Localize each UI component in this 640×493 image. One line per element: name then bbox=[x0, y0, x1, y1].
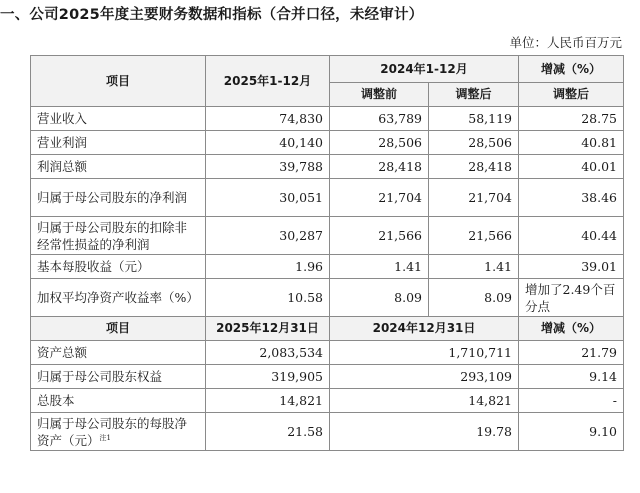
value-2024: 19.78 bbox=[330, 413, 519, 451]
value-change: 38.46 bbox=[519, 179, 624, 217]
header-date-2025: 2025年12月31日 bbox=[206, 317, 330, 341]
value-2025: 74,830 bbox=[206, 107, 330, 131]
value-change: 40.81 bbox=[519, 131, 624, 155]
value-2024-after: 58,119 bbox=[429, 107, 519, 131]
value-2025: 2,083,534 bbox=[206, 341, 330, 365]
header-item-2: 项目 bbox=[31, 317, 206, 341]
row-label: 基本每股收益（元） bbox=[31, 255, 206, 279]
row-label: 利润总额 bbox=[31, 155, 206, 179]
report-title: 一、公司2025年度主要财务数据和指标（合并口径，未经审计） bbox=[0, 7, 424, 23]
value-2024-before: 21,704 bbox=[330, 179, 429, 217]
value-change: 9.10 bbox=[519, 413, 624, 451]
table-row bbox=[31, 155, 624, 179]
header-change-basis: 调整后 bbox=[519, 83, 624, 107]
header-item: 项目 bbox=[31, 56, 206, 107]
value-2024-before: 28,418 bbox=[330, 155, 429, 179]
value-change: 9.14 bbox=[519, 365, 624, 389]
value-2024: 293,109 bbox=[330, 365, 519, 389]
value-2024-before: 1.41 bbox=[330, 255, 429, 279]
value-change: 增加了2.49个百分点 bbox=[519, 279, 624, 317]
header-before-adjustment: 调整前 bbox=[330, 83, 429, 107]
header-after-adjustment: 调整后 bbox=[429, 83, 519, 107]
value-2024-after: 28,418 bbox=[429, 155, 519, 179]
footnote-marker: 注1 bbox=[99, 433, 111, 442]
value-change: 21.79 bbox=[519, 341, 624, 365]
value-change: 40.01 bbox=[519, 155, 624, 179]
row-label: 总股本 bbox=[31, 389, 206, 413]
row-label: 营业利润 bbox=[31, 131, 206, 155]
header-change: 增减（%） bbox=[519, 56, 624, 83]
value-2025: 21.58 bbox=[206, 413, 330, 451]
unit-label: 单位：人民币百万元 bbox=[509, 35, 622, 50]
value-2024-before: 21,566 bbox=[330, 217, 429, 255]
value-2024-after: 21,566 bbox=[429, 217, 519, 255]
value-2024-before: 28,506 bbox=[330, 131, 429, 155]
value-2024: 1,710,711 bbox=[330, 341, 519, 365]
value-change: 28.75 bbox=[519, 107, 624, 131]
table-row bbox=[31, 341, 624, 365]
value-2025: 319,905 bbox=[206, 365, 330, 389]
value-2024-after: 28,506 bbox=[429, 131, 519, 155]
table-row bbox=[31, 413, 624, 451]
value-2024-after: 1.41 bbox=[429, 255, 519, 279]
table-row bbox=[31, 131, 624, 155]
row-label: 归属于母公司股东的净利润 bbox=[31, 179, 206, 217]
value-change: 40.44 bbox=[519, 217, 624, 255]
row-label: 加权平均净资产收益率（%） bbox=[31, 279, 206, 317]
table-row bbox=[31, 365, 624, 389]
row-label: 归属于母公司股东的每股净资产（元） bbox=[37, 415, 188, 448]
row-label: 归属于母公司股东的扣除非经常性损益的净利润 bbox=[31, 217, 206, 255]
row-label: 归属于母公司股东权益 bbox=[31, 365, 206, 389]
value-change: 39.01 bbox=[519, 255, 624, 279]
header-change-2: 增减（%） bbox=[519, 317, 624, 341]
table-row bbox=[31, 279, 624, 317]
table-row bbox=[31, 179, 624, 217]
value-2025: 14,821 bbox=[206, 389, 330, 413]
value-2024-after: 8.09 bbox=[429, 279, 519, 317]
value-change: - bbox=[519, 389, 624, 413]
value-2025: 10.58 bbox=[206, 279, 330, 317]
header-period-2024: 2024年1-12月 bbox=[330, 56, 519, 83]
table-row bbox=[31, 217, 624, 255]
header-date-2024: 2024年12月31日 bbox=[330, 317, 519, 341]
row-label: 营业收入 bbox=[31, 107, 206, 131]
value-2024-before: 8.09 bbox=[330, 279, 429, 317]
table-row bbox=[31, 255, 624, 279]
table-row bbox=[31, 107, 624, 131]
value-2025: 1.96 bbox=[206, 255, 330, 279]
value-2024: 14,821 bbox=[330, 389, 519, 413]
financial-data-table bbox=[30, 55, 624, 451]
header-period-2025: 2025年1-12月 bbox=[206, 56, 330, 107]
value-2025: 40,140 bbox=[206, 131, 330, 155]
value-2024-before: 63,789 bbox=[330, 107, 429, 131]
value-2025: 30,051 bbox=[206, 179, 330, 217]
value-2025: 30,287 bbox=[206, 217, 330, 255]
value-2024-after: 21,704 bbox=[429, 179, 519, 217]
row-label-with-note bbox=[31, 413, 206, 451]
value-2025: 39,788 bbox=[206, 155, 330, 179]
row-label: 资产总额 bbox=[31, 341, 206, 365]
table-row bbox=[31, 389, 624, 413]
